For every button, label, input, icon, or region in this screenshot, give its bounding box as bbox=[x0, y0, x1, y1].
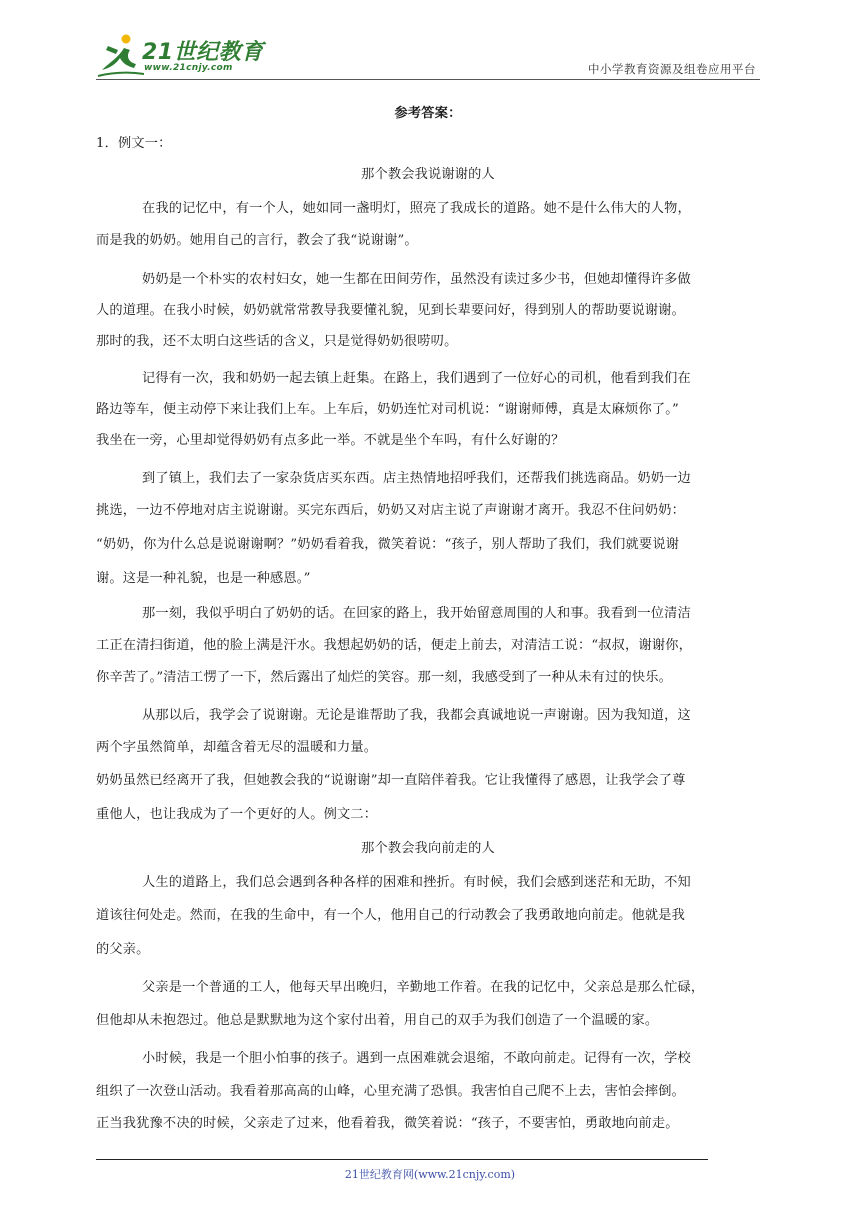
essay1-line: 两个字虽然简单，却蕴含着无尽的温暖和力量。 bbox=[96, 740, 378, 755]
essay1-line: 而是我的奶奶。她用自己的言行，教会了我“说谢谢”。 bbox=[96, 233, 418, 248]
footer-link[interactable]: 21世纪教育网(www.21cnjy.com) bbox=[344, 1168, 516, 1181]
page-header bbox=[96, 30, 756, 80]
header-divider bbox=[96, 79, 760, 80]
essay1-line: 路边等车，便主动停下来让我们上车。上车后，奶奶连忙对司机说：“谢谢师傅，真是太麻烦你了。” bbox=[96, 402, 679, 417]
essay1-line: 在我的记忆中，有一个人，她如同一盏明灯，照亮了我成长的道路。她不是什么伟大的人物， bbox=[142, 201, 691, 216]
essay1-line: 那时的我，还不太明白这些话的含义，只是觉得奶奶很唠叨。 bbox=[96, 334, 458, 349]
essay1-line: 挑选，一边不停地对店主说谢谢。买完东西后，奶奶又对店主说了声谢谢才离开。我忍不住问奶奶： bbox=[96, 503, 686, 518]
question-label: 1．例文一： bbox=[96, 136, 172, 151]
essay2-line: 组织了一次登山活动。我看着那高高的山峰，心里充满了恐惧。我害怕自己爬不上去，害怕会摔倒。 bbox=[96, 1084, 686, 1099]
platform-name: 中小学教育资源及组卷应用平台 bbox=[588, 62, 756, 76]
essay1-line: 重他人，也让我成为了一个更好的人。例文二： bbox=[96, 807, 378, 822]
essay2-line: 正当我犹豫不决的时候，父亲走了过来，他看着我，微笑着说：“孩子，不要害怕，勇敢地向前走。 bbox=[96, 1116, 679, 1131]
essay2-line: 但他却从未抱怨过。他总是默默地为这个家付出着，用自己的双手为我们创造了一个温暖的家。 bbox=[96, 1013, 659, 1028]
essay1-line: 你辛苦了。”清洁工愣了一下，然后露出了灿烂的笑容。那一刻，我感受到了一种从未有过的快乐。 bbox=[96, 670, 673, 685]
essay2-title: 那个教会我向前走的人 bbox=[361, 841, 495, 856]
essay1-line: 工正在清扫街道，他的脸上满是汗水。我想起奶奶的话，便走上前去，对清洁工说：“叔叔，谢谢你， bbox=[96, 638, 692, 653]
essay1-line: 从那以后，我学会了说谢谢。无论是谁帮助了我，我都会真诚地说一声谢谢。因为我知道，这 bbox=[142, 708, 691, 723]
essay1-line: 奶奶是一个朴实的农村妇女，她一生都在田间劳作，虽然没有读过多少书，但她却懂得许多做 bbox=[142, 272, 691, 287]
footer-divider bbox=[96, 1159, 708, 1160]
site-logo[interactable] bbox=[96, 30, 266, 80]
essay1-line: 那一刻，我似乎明白了奶奶的话。在回家的路上，我开始留意周围的人和事。我看到一位清洁 bbox=[142, 606, 691, 621]
essay1-line: 奶奶虽然已经离开了我，但她教会我的“说谢谢”却一直陪伴着我。它让我懂得了感恩，让我学会了尊 bbox=[96, 773, 686, 788]
essay1-title: 那个教会我说谢谢的人 bbox=[361, 167, 495, 182]
essay1-line: 到了镇上，我们去了一家杂货店买东西。店主热情地招呼我们，还帮我们挑选商品。奶奶一边 bbox=[142, 471, 691, 486]
logo-text: 21世纪教育 bbox=[142, 40, 264, 65]
essay2-line: 父亲是一个普通的工人，他每天早出晚归，辛勤地工作着。在我的记忆中，父亲总是那么忙碌， bbox=[142, 980, 705, 995]
essay2-line: 道该往何处走。然而，在我的生命中，有一个人，他用自己的行动教会了我勇敢地向前走。他就是我 bbox=[96, 908, 686, 923]
essay1-line: 我坐在一旁，心里却觉得奶奶有点多此一举。不就是坐个车吗，有什么好谢的？ bbox=[96, 433, 565, 448]
essay2-line: 人生的道路上，我们总会遇到各种各样的困难和挫折。有时候，我们会感到迷茫和无助，不知 bbox=[142, 875, 691, 890]
essay1-line: 谢。这是一种礼貌，也是一种感恩。” bbox=[96, 571, 311, 586]
essay2-line: 小时候，我是一个胆小怕事的孩子。遇到一点困难就会退缩，不敢向前走。记得有一次，学校 bbox=[142, 1051, 691, 1066]
essay1-line: 记得有一次，我和奶奶一起去镇上赶集。在路上，我们遇到了一位好心的司机，他看到我们在 bbox=[142, 371, 691, 386]
essay1-line: “奶奶，你为什么总是说谢谢啊？”奶奶看着我，微笑着说：“孩子，别人帮助了我们，我们就要说谢 bbox=[96, 537, 680, 552]
essay2-line: 的父亲。 bbox=[96, 942, 150, 957]
page-title: 参考答案： bbox=[394, 106, 462, 121]
essay1-line: 人的道理。在我小时候，奶奶就常常教导我要懂礼貌，见到长辈要问好，得到别人的帮助要说谢谢。 bbox=[96, 303, 686, 318]
logo-url: www.21cnjy.com bbox=[144, 63, 233, 73]
runner-logo-icon bbox=[96, 32, 146, 78]
